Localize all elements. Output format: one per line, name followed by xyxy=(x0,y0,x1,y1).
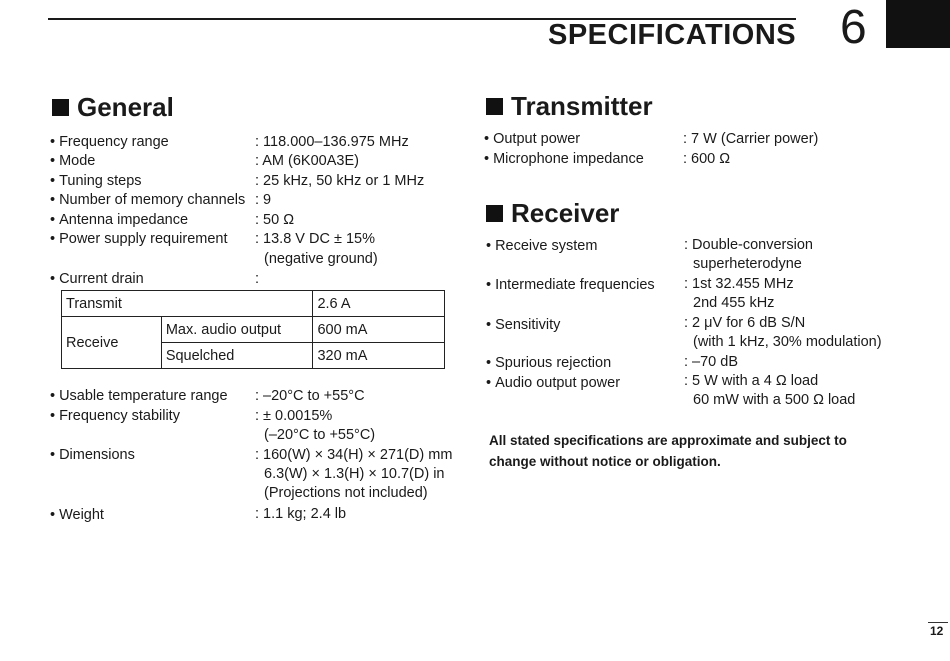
spec-value: : ± 0.0015% xyxy=(255,408,333,424)
table-cell: 600 mA xyxy=(313,317,445,343)
spec-value: : 9 xyxy=(255,192,272,208)
square-bullet-icon xyxy=(52,99,69,116)
general-heading xyxy=(52,92,174,123)
spec-value: : 118.000–136.975 MHz xyxy=(255,134,409,150)
spec-value-cont: (Projections not included) xyxy=(264,485,428,501)
spec-value-cont: 60 mW with a 500 Ω load xyxy=(693,392,856,408)
spec-value: : 50 Ω xyxy=(255,212,295,228)
spec-label: • Audio output power xyxy=(486,374,620,393)
disclaimer-note: All stated specifications are approximate and subject to change without notice or obligation. xyxy=(489,433,847,469)
spec-label: • Frequency stability xyxy=(50,407,180,426)
spec-label: • Microphone impedance xyxy=(484,150,644,169)
general-title: General xyxy=(77,92,174,122)
spec-value: : 7 W (Carrier power) xyxy=(683,131,819,147)
spec-label: • Intermediate frequencies xyxy=(486,276,655,295)
spec-value-cont: (negative ground) xyxy=(264,251,378,267)
square-bullet-icon xyxy=(486,205,503,222)
page-number-rule xyxy=(928,622,948,623)
spec-label: • Power supply requirement xyxy=(50,230,228,249)
spec-label: • Frequency range xyxy=(50,133,169,152)
table-cell: Squelched xyxy=(161,343,313,369)
spec-label: • Output power xyxy=(484,130,580,149)
spec-value-cont: 2nd 455 kHz xyxy=(693,295,775,311)
spec-label: • Current drain xyxy=(50,270,144,289)
spec-label: • Mode xyxy=(50,152,95,171)
table-row xyxy=(62,291,445,317)
spec-label: • Number of memory channels xyxy=(50,191,245,210)
table-row xyxy=(62,317,445,343)
table-cell: Receive xyxy=(62,317,162,369)
spec-value: : 1st 32.455 MHz xyxy=(684,276,794,292)
spec-value: : 5 W with a 4 Ω load xyxy=(684,373,819,389)
chapter-tab xyxy=(886,0,950,48)
spec-label: • Usable temperature range xyxy=(50,387,228,406)
spec-label: • Weight xyxy=(50,506,104,525)
spec-value: : 2 μV for 6 dB S/N xyxy=(684,315,806,331)
spec-value: : –20°C to +55°C xyxy=(255,388,365,404)
spec-label: • Sensitivity xyxy=(486,316,560,335)
square-bullet-icon xyxy=(486,98,503,115)
spec-value: : Double-conversion xyxy=(684,237,813,253)
spec-value: : 1.1 kg; 2.4 lb xyxy=(255,506,347,522)
table-cell: 320 mA xyxy=(313,343,445,369)
current-drain-table xyxy=(61,290,445,369)
spec-value: : 160(W) × 34(H) × 271(D) mm xyxy=(255,447,453,463)
spec-label: • Receive system xyxy=(486,237,597,256)
spec-value: : 13.8 V DC ± 15% xyxy=(255,231,375,247)
spec-value-cont: (–20°C to +55°C) xyxy=(264,427,376,443)
spec-value: : xyxy=(255,271,260,287)
spec-value: : AM (6K00A3E) xyxy=(255,153,359,169)
spec-label: • Spurious rejection xyxy=(486,354,611,373)
chapter-number: 6 xyxy=(840,1,867,54)
receiver-heading xyxy=(486,198,619,229)
spec-value-cont: 6.3(W) × 1.3(H) × 10.7(D) in xyxy=(264,466,445,482)
spec-label: • Tuning steps xyxy=(50,172,142,191)
transmitter-heading xyxy=(486,91,653,122)
spec-value: : –70 dB xyxy=(684,354,739,370)
spec-value: : 25 kHz, 50 kHz or 1 MHz xyxy=(255,173,425,189)
spec-value-cont: superheterodyne xyxy=(693,256,802,272)
transmitter-title: Transmitter xyxy=(511,91,653,121)
table-cell: 2.6 A xyxy=(313,291,445,317)
table-cell: Transmit xyxy=(62,291,313,317)
spec-label: • Antenna impedance xyxy=(50,211,188,230)
page-title: SPECIFICATIONS xyxy=(548,19,797,51)
receiver-title: Receiver xyxy=(511,198,620,228)
table-cell: Max. audio output xyxy=(161,317,313,343)
spec-value-cont: (with 1 kHz, 30% modulation) xyxy=(693,334,882,350)
page-number: 12 xyxy=(930,624,944,638)
spec-label: • Dimensions xyxy=(50,446,135,465)
spec-value: : 600 Ω xyxy=(683,151,731,167)
